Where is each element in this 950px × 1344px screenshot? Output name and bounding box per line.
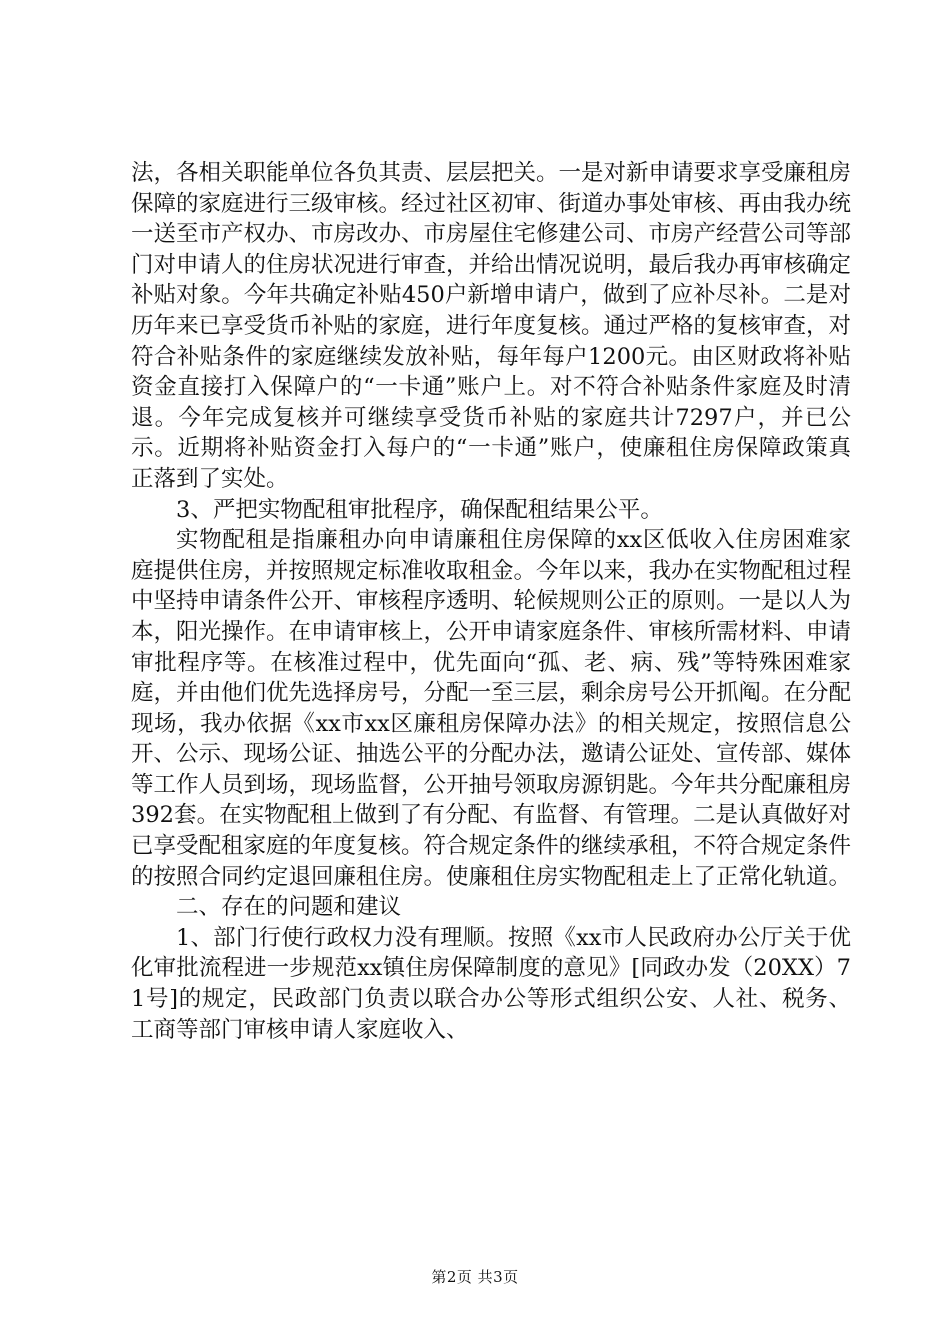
paragraph-1: 法，各相关职能单位各负其责、层层把关。一是对新申请要求享受廉租房保障的家庭进行三级审核。经过社区初审、街道办事处审核、再由我办统一送至市产权办、市房改办、市房屋住宅修建公司、市房产经营公司等部门对申请人的住房状况进行审查，并给出情况说明，最后我办再审核确定补贴对象。今年共确定补贴450户新增申请户，做到了应补尽补。二是对历年来已享受货币补贴的家庭，进行年度复核。通过严格的复核审查，对符合补贴条件的家庭继续发放补贴，每年每户1200元。由区财政将补贴资金直接打入保障户的“一卡通”账户上。对不符合补贴条件家庭及时清退。今年完成复核并可继续享受货币补贴的家庭共计7297户，并已公示。近期将补贴资金打入每户的“一卡通”账户，使廉租住房保障政策真正落到了实处。 <box>131 160 852 492</box>
paragraph-3: 实物配租是指廉租办向申请廉租住房保障的xx区低收入住房困难家庭提供住房，并按照规定标准收取租金。今年以来，我办在实物配租过程中坚持申请条件公开、审核程序透明、轮候规则公正的原则。一是以人为本，阳光操作。在申请审核上，公开申请家庭条件、审核所需材料、申请审批程序等。在核准过程中，优先面向“孤、老、病、残”等特殊困难家庭，并由他们优先选择房号，分配一至三层，剩余房号公开抓阄。在分配现场，我办依据《xx市xx区廉租房保障办法》的相关规定，按照信息公开、公示、现场公证、抽选公平的分配办法，邀请公证处、宣传部、媒体等工作人员到场，现场监督，公开抽号领取房源钥匙。今年共分配廉租房392套。在实物配租上做到了有分配、有监督、有管理。二是认真做好对已享受配租家庭的年度复核。符合规定条件的继续承租，不符合规定条件的按照合同约定退回廉租住房。使廉租住房实物配租走上了正常化轨道。 <box>131 527 852 890</box>
page-number-footer: 第2页 共3页 <box>431 1268 519 1286</box>
paragraph-2-section-heading: 3、严把实物配租审批程序，确保配租结果公平。 <box>176 496 663 523</box>
paragraph-5: 1、部门行使行政权力没有理顺。按照《xx市人民政府办公厅关于优化审批流程进一步规范xx镇住房保障制度的意见》[同政办发（20XX）71号]的规定，民政部门负责以联合办公等形式组织公安、人社、税务、工商等部门审核申请人家庭收入、 <box>131 924 851 1043</box>
paragraph-4-section-heading: 二、存在的问题和建议 <box>176 894 402 921</box>
document-body <box>131 158 851 1045</box>
